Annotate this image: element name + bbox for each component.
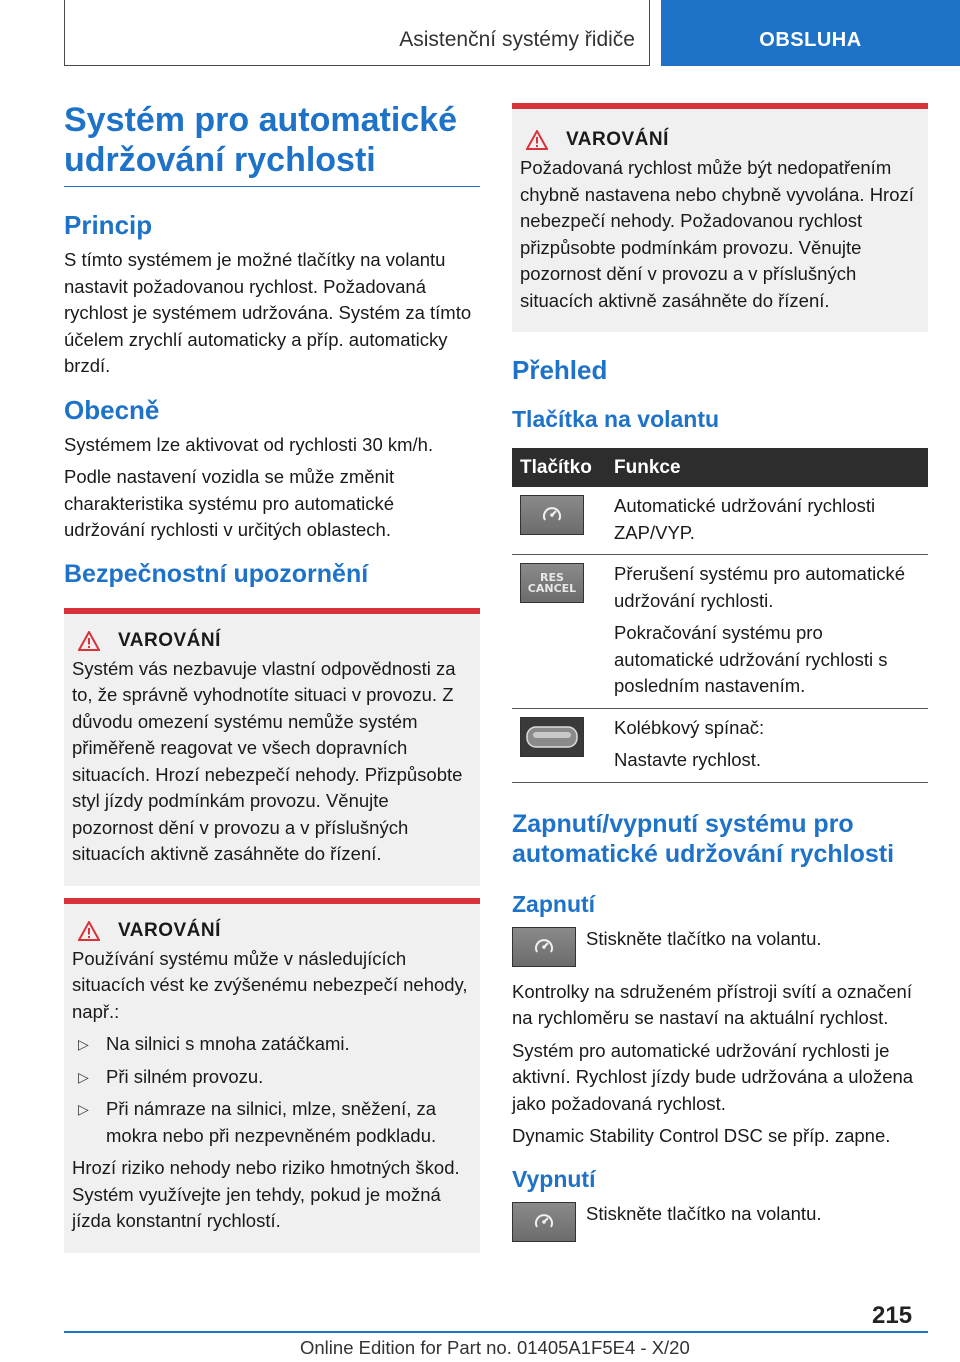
res-cancel-icon: RES CANCEL	[520, 563, 584, 603]
warning-box-1	[64, 608, 480, 886]
warning-triangle-icon	[78, 631, 100, 651]
warning-text: Požadovaná rychlost může být nedopatřením chybně nastavena nebo chybně vyvolána. Hrozí nebezpečí nehody. Požadovanou rychlost přizpůsobte podmínkám provozu. Věnujte pozornost dění v provozu a v příslušných situacích aktivně zasáhněte do řízení.	[520, 157, 914, 311]
right-column	[512, 103, 928, 1254]
warning-intro: Používání systému může v následujících situacích vést ke zvýšenému nebezpečí nehody, např.:	[72, 947, 468, 1022]
table-row: RES CANCEL Přerušení systému pro automatické udržování rychlosti. Pokračování systému pro automatické udržování rychlosti s posledním nastavením.	[512, 555, 928, 709]
chapter-tab[interactable]: OBSLUHA	[661, 0, 960, 66]
princip-text: S tímto systémem je možné tlačítky na volantu nastavit požadovanou rychlost. Požadovaná rychlost je systémem udržována. Systém za tímto účelem zrychlí automaticky a příp. automaticky brzdí.	[64, 249, 472, 376]
warning-triangle-icon	[78, 921, 100, 941]
warning-box-2	[64, 898, 480, 1253]
triangle-bullet-icon: ▷	[78, 1068, 89, 1085]
page-number: 215	[872, 1302, 913, 1329]
warning-title: VAROVÁNÍ	[118, 919, 221, 941]
left-column	[64, 100, 480, 1253]
list-item: ▷ Při silném provozu.	[72, 1064, 472, 1091]
footer-edition: Online Edition for Part no. 01405A1F5E4 - X/20	[300, 1337, 690, 1358]
triangle-bullet-icon: ▷	[78, 1036, 89, 1052]
cruise-control-icon	[512, 1202, 576, 1242]
warning-title: VAROVÁNÍ	[118, 629, 221, 651]
footer-divider	[64, 1331, 928, 1333]
press-button-instruction: Stiskněte tlačítko na volantu.	[512, 927, 928, 967]
cruise-control-icon	[512, 927, 576, 967]
triangle-bullet-icon: ▷	[78, 1101, 89, 1117]
header-bar	[64, 0, 650, 66]
obecne-text-1: Systémem lze aktivovat od rychlosti 30 km/h.	[64, 433, 434, 455]
table-header-button: Tlačítko	[512, 448, 606, 487]
warning-triangle-icon	[526, 130, 548, 150]
warning-outro: Hrozí riziko nehody nebo riziko hmotných škod. Systém využívejte jen tehdy, pokud je možná jízda konstantní rychlostí.	[72, 1157, 460, 1231]
press-button-instruction: Stiskněte tlačítko na volantu.	[512, 1202, 928, 1242]
heading-zapnuti: Zapnutí	[512, 890, 596, 917]
warning-text: Systém vás nezbavuje vlastní odpovědnosti za to, že správně vyhodnotíte situaci v provozu. Z důvodu omezení systému nemůže systém přiměřeně reagovat ve všech dopravních situacích. Hrozí nebezpečí nehody. Přizpůsobte styl jízdy podmínkám provozu. Věnujte pozornost dění v provozu a v příslušných situacích aktivně zasáhněte do řízení.	[72, 657, 463, 864]
heading-steering-buttons: Tlačítka na volantu	[512, 406, 720, 432]
table-row: Automatické udržování rychlosti ZAP/VYP.	[512, 487, 928, 555]
table-row: Kolébkový spínač: Nastavte rychlost.	[512, 708, 928, 782]
heading-princip: Princip	[64, 210, 153, 240]
heading-safety: Bezpečnostní upozornění	[64, 559, 369, 588]
zapnuti-text-1: Kontrolky na sdruženém přístroji svítí a označení na rychloměru se nastaví na aktuální rychlost.	[512, 980, 912, 1028]
warning-list	[72, 1031, 472, 1149]
heading-prehled: Přehled	[512, 355, 608, 385]
obecne-text-2: Podle nastavení vozidla se může změnit charakteristika systému pro automatické udržování rychlosti v určitých oblastech.	[64, 466, 395, 540]
rocker-switch-icon	[520, 717, 584, 757]
cruise-control-icon	[520, 495, 584, 535]
list-item: ▷ Na silnici s mnoha zatáčkami.	[72, 1031, 472, 1058]
heading-obecne: Obecně	[64, 394, 160, 425]
warning-title: VAROVÁNÍ	[566, 129, 669, 150]
warning-box-3	[512, 103, 928, 332]
buttons-table	[512, 448, 928, 783]
table-header-function: Funkce	[606, 448, 928, 487]
section-title: Asistenční systémy řidiče	[399, 28, 635, 51]
heading-on-off: Zapnutí/vypnutí systému pro automatické udržování rychlosti	[512, 809, 895, 868]
page-title: Systém pro automatické udržování rychlosti	[64, 100, 480, 187]
zapnuti-text-3: Dynamic Stability Control DSC se příp. zapne.	[512, 1125, 891, 1146]
heading-vypnuti: Vypnutí	[512, 1165, 596, 1192]
list-item: ▷ Při námraze na silnici, mlze, sněžení, za mokra nebo při nezpevněném podkladu.	[72, 1096, 472, 1149]
zapnuti-text-2: Systém pro automatické udržování rychlosti je aktivní. Rychlost jízdy bude udržována a uložena jako požadovaná rychlost.	[512, 1039, 914, 1114]
